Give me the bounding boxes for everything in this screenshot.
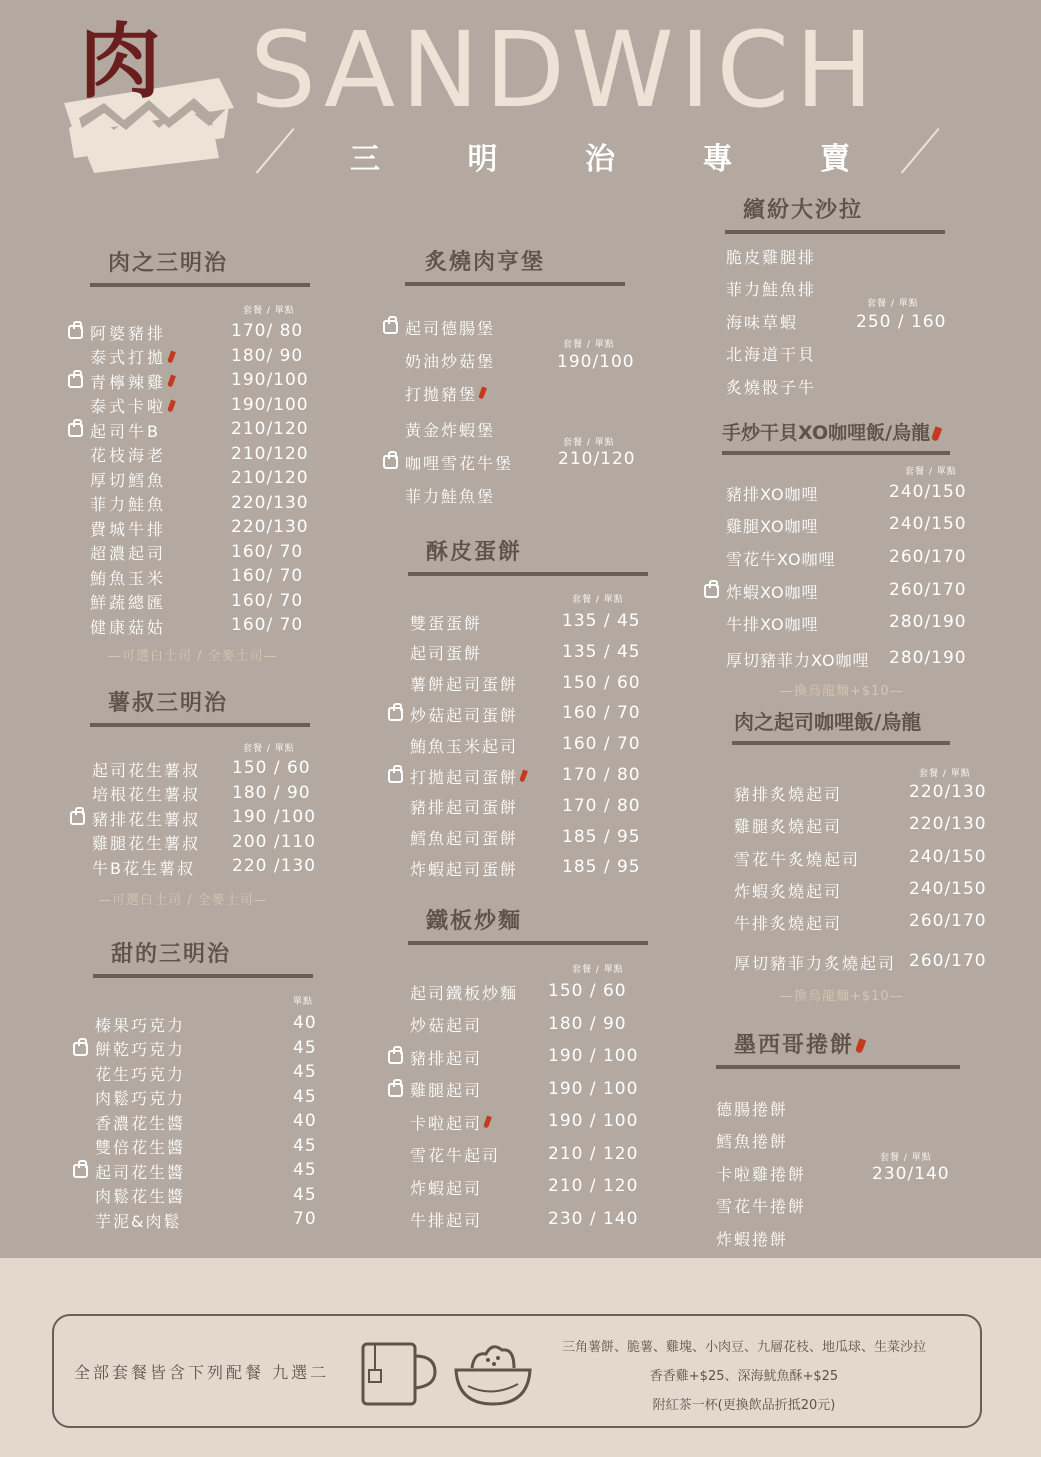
chili-icon xyxy=(519,770,528,783)
item-price: 210/120 xyxy=(231,468,309,488)
item-price: 40 xyxy=(293,1013,317,1033)
column-header: 套餐 / 單點 xyxy=(563,438,615,448)
item-name: 炸蝦起司 xyxy=(410,1178,483,1198)
item-name: 牛B花生薯叔 xyxy=(92,858,195,878)
hashbrown-sandwich-section xyxy=(90,686,310,727)
menu-item xyxy=(90,541,166,565)
burger-section xyxy=(405,245,625,286)
item-name: 泰式打拋 xyxy=(90,348,167,367)
menu-item xyxy=(405,417,495,441)
item-price: 160 / 70 xyxy=(562,703,641,724)
item-name: 牛排起司 xyxy=(410,1211,483,1230)
menu-item xyxy=(726,342,816,366)
item-name: 超濃起司 xyxy=(90,544,167,563)
menu-item xyxy=(410,702,518,726)
item-name: 脆皮雞腿排 xyxy=(726,247,817,267)
menu-item xyxy=(734,846,860,870)
item-name: 炸蝦起司蛋餅 xyxy=(410,859,519,879)
menu-item xyxy=(716,1161,806,1185)
item-price: 230 / 140 xyxy=(548,1208,639,1229)
item-price: 45 xyxy=(293,1184,317,1205)
item-name: 肉鬆花生醬 xyxy=(95,1187,186,1206)
item-name: 炒菇起司 xyxy=(410,1016,483,1035)
menu-item xyxy=(726,309,798,333)
item-price: 190/100 xyxy=(231,394,309,415)
menu-item xyxy=(95,1110,185,1134)
item-price: 190 / 100 xyxy=(548,1046,639,1066)
item-name: 打拋豬堡 xyxy=(405,384,478,404)
item-name: 德腸捲餅 xyxy=(716,1099,789,1119)
item-price: 220/130 xyxy=(231,492,309,513)
item-price: 160/ 70 xyxy=(231,590,304,611)
menu-item xyxy=(734,878,842,902)
item-name: 花枝海老 xyxy=(90,446,167,465)
menu-item xyxy=(90,345,174,369)
menu-item xyxy=(410,1208,482,1232)
item-name: 黃金炸蝦堡 xyxy=(405,420,496,440)
sweet-sandwich-section xyxy=(93,937,313,978)
thumbs-up-icon xyxy=(388,707,403,721)
item-price: 210 / 120 xyxy=(548,1143,639,1164)
burger-price-b: 210/120 xyxy=(558,449,636,469)
item-price: 260/170 xyxy=(909,951,987,971)
menu-item xyxy=(410,1175,482,1199)
item-price: 210/120 xyxy=(231,419,309,439)
menu-item xyxy=(726,277,816,301)
item-price: 210/120 xyxy=(231,443,309,464)
item-name: 奶油炒菇堡 xyxy=(405,351,496,371)
menu-item xyxy=(95,1086,185,1110)
menu-item xyxy=(95,1135,185,1159)
item-name: 起司鐵板炒麵 xyxy=(410,983,519,1003)
burrito-price: 230/140 xyxy=(872,1164,950,1184)
menu-item xyxy=(726,244,816,268)
item-price: 150 / 60 xyxy=(232,758,311,778)
section-title: 肉之三明治 xyxy=(90,246,310,287)
item-price: 160/ 70 xyxy=(231,615,304,635)
menu-item xyxy=(726,546,836,570)
item-price: 220/130 xyxy=(909,782,987,802)
item-price: 135 / 45 xyxy=(562,641,641,662)
item-name: 雞腿花生薯叔 xyxy=(92,834,201,854)
item-price: 220/130 xyxy=(909,814,987,834)
item-price: 240/150 xyxy=(889,482,967,502)
item-name: 雙蛋蛋餅 xyxy=(410,613,483,633)
menu-item xyxy=(726,611,819,635)
item-name: 鮪魚玉米起司 xyxy=(410,736,519,756)
menu-item xyxy=(92,831,200,855)
section-title: 薯叔三明治 xyxy=(90,686,310,727)
menu-item xyxy=(90,418,161,442)
menu-item xyxy=(95,1012,185,1036)
menu-item xyxy=(716,1129,788,1153)
item-name: 厚切豬菲力XO咖哩 xyxy=(726,650,870,670)
menu-item xyxy=(95,1208,181,1232)
section-title: 墨西哥捲餅 xyxy=(716,1028,960,1069)
chili-icon xyxy=(167,350,176,363)
item-name: 炒菇起司蛋餅 xyxy=(410,705,519,725)
column-header: 套餐 / 單點 xyxy=(243,306,295,316)
item-price: 45 xyxy=(293,1160,317,1180)
section-title: 酥皮蛋餅 xyxy=(408,535,648,576)
item-name: 雪花牛起司 xyxy=(410,1146,501,1165)
menu-item xyxy=(734,813,842,837)
item-name: 起司德腸堡 xyxy=(405,318,496,338)
menu-item xyxy=(410,610,482,634)
item-name: 健康菇姑 xyxy=(90,617,167,637)
item-name: 起司花生薯叔 xyxy=(92,760,201,780)
menu-item xyxy=(716,1226,788,1250)
item-name: 費城牛排 xyxy=(90,519,167,539)
section-title: 炙燒肉亨堡 xyxy=(405,245,625,286)
item-name: 炸蝦XO咖哩 xyxy=(726,582,819,602)
thumbs-up-icon xyxy=(388,1050,403,1064)
menu-item xyxy=(734,950,896,974)
menu-item xyxy=(92,757,200,781)
chili-icon xyxy=(167,399,176,412)
item-price: 210 / 120 xyxy=(548,1176,639,1196)
item-name: 起司花生醬 xyxy=(95,1162,186,1182)
menu-item xyxy=(405,450,513,474)
menu-item xyxy=(410,856,518,880)
menu-item xyxy=(716,1194,806,1218)
item-name: 肉鬆巧克力 xyxy=(95,1089,186,1108)
menu-item xyxy=(410,1013,482,1037)
burger-price-a: 190/100 xyxy=(557,352,635,372)
menu-item xyxy=(726,579,819,603)
menu-item xyxy=(410,826,518,850)
thumbs-up-icon xyxy=(383,320,398,334)
item-name: 阿婆豬排 xyxy=(90,323,167,343)
thumbs-up-icon xyxy=(70,811,85,825)
header xyxy=(0,0,1041,190)
subtitle-row xyxy=(255,128,945,178)
item-price: 135 / 45 xyxy=(562,611,641,631)
item-name: 雪花牛捲餅 xyxy=(716,1197,807,1216)
menu-item xyxy=(95,1037,185,1061)
column-header: 套餐 / 單點 xyxy=(905,467,957,477)
item-price: 180 / 90 xyxy=(232,782,311,803)
item-price: 260/170 xyxy=(889,580,967,600)
salad-section xyxy=(725,193,945,234)
item-name: 薯餅起司蛋餅 xyxy=(410,675,519,695)
menu-item xyxy=(405,315,495,339)
menu-item xyxy=(405,381,485,405)
left-slash xyxy=(256,128,295,174)
menu-item xyxy=(95,1061,185,1085)
column-header: 套餐 / 單點 xyxy=(880,1153,932,1163)
thumbs-up-icon xyxy=(68,423,83,437)
item-name: 雪花牛XO咖哩 xyxy=(726,549,836,569)
item-price: 280/190 xyxy=(889,648,967,668)
menu-item xyxy=(410,641,482,665)
column-header: 單點 xyxy=(293,997,314,1007)
thumbs-up-icon xyxy=(73,1042,88,1056)
subtitle-char: 賣 xyxy=(820,142,850,177)
item-name: 雪花牛炙燒起司 xyxy=(734,849,861,869)
menu-item xyxy=(726,513,819,537)
item-price: 240/150 xyxy=(889,514,967,534)
subtitle-char: 三 xyxy=(350,142,380,177)
item-name: 雙倍花生醬 xyxy=(95,1138,186,1157)
tea-cup-icon xyxy=(359,1336,439,1408)
menu-item xyxy=(410,1045,482,1069)
item-price: 160/ 70 xyxy=(231,541,304,562)
item-price: 190 /100 xyxy=(232,807,317,828)
menu-item xyxy=(90,590,166,614)
thumbs-up-icon xyxy=(73,1164,88,1178)
menu-item xyxy=(92,806,200,830)
right-slash xyxy=(901,128,940,174)
item-price: 70 xyxy=(293,1209,317,1229)
section-title: 繽紛大沙拉 xyxy=(725,193,945,234)
item-name: 鮮蔬總匯 xyxy=(90,593,167,612)
thumbs-up-icon xyxy=(68,325,83,339)
menu-item xyxy=(92,855,195,879)
menu-item xyxy=(410,795,518,819)
menu-item xyxy=(726,647,870,671)
item-name: 海味草蝦 xyxy=(726,312,799,332)
salad-price: 250 / 160 xyxy=(856,312,947,332)
cheese-curry-section xyxy=(732,706,950,745)
menu-item xyxy=(410,1143,500,1167)
item-name: 厚切豬菲力炙燒起司 xyxy=(734,953,897,973)
menu-item xyxy=(95,1159,185,1183)
brand-title: SANDWICH xyxy=(250,9,880,131)
subtitle-char: 明 xyxy=(467,142,498,177)
item-price: 45 xyxy=(293,1086,317,1107)
menu-item xyxy=(405,483,495,507)
section-title: 肉之起司咖哩飯/烏龍 xyxy=(732,706,950,745)
item-name: 培根花生薯叔 xyxy=(92,785,201,805)
side-dish-lead: 全部套餐皆含下列配餐 九選二 xyxy=(74,1363,330,1382)
item-price: 185 / 95 xyxy=(562,857,641,878)
chili-icon xyxy=(478,387,487,400)
item-name: 餅乾巧克力 xyxy=(95,1040,186,1059)
menu-item xyxy=(90,516,166,540)
menu-item xyxy=(95,1184,185,1208)
menu-item xyxy=(726,374,816,398)
side-dish-extras: 香香雞+$25、深海魷魚酥+$25 xyxy=(649,1369,839,1384)
item-price: 185 / 95 xyxy=(562,826,641,847)
item-price: 45 xyxy=(293,1037,317,1058)
menu-item xyxy=(726,481,819,505)
menu-item xyxy=(410,764,526,788)
item-name: 雞腿起司 xyxy=(410,1081,483,1100)
item-price: 45 xyxy=(293,1135,317,1156)
item-price: 160 / 70 xyxy=(562,734,641,755)
chili-icon xyxy=(855,1038,866,1054)
item-name: 菲力鮭魚 xyxy=(90,495,167,514)
noodle-section xyxy=(408,904,648,945)
item-name: 菲力鮭魚堡 xyxy=(405,486,496,506)
subtitle-char: 治 xyxy=(585,142,615,177)
item-name: 打拋起司蛋餅 xyxy=(410,767,519,787)
chili-icon xyxy=(931,426,942,442)
item-name: 卡啦雞捲餅 xyxy=(716,1164,807,1184)
item-price: 190 / 100 xyxy=(548,1078,639,1099)
section-title: 甜的三明治 xyxy=(93,937,313,978)
item-name: 芋泥&肉鬆 xyxy=(95,1211,182,1231)
thumbs-up-icon xyxy=(388,769,403,783)
item-price: 240/150 xyxy=(909,847,987,867)
item-price: 170 / 80 xyxy=(562,765,641,785)
item-price: 170/ 80 xyxy=(231,321,304,341)
thumbs-up-icon xyxy=(388,1083,403,1097)
item-name: 雞腿XO咖哩 xyxy=(726,516,819,536)
item-price: 280/190 xyxy=(889,612,967,632)
meat-sandwich-section xyxy=(90,246,310,287)
side-dish-box xyxy=(52,1314,982,1428)
menu-item xyxy=(92,782,200,806)
udon-note: —換烏龍麵+$10— xyxy=(780,684,904,699)
item-price: 190/100 xyxy=(231,370,309,390)
item-name: 豬排花生薯叔 xyxy=(92,809,201,829)
item-price: 260/170 xyxy=(909,911,987,931)
drink-note: 附紅茶一杯(更換飲品折抵20元) xyxy=(652,1398,836,1413)
xo-curry-section xyxy=(722,418,950,455)
footer xyxy=(0,1258,1041,1457)
item-name: 花生巧克力 xyxy=(95,1064,186,1084)
thumbs-up-icon xyxy=(383,455,398,469)
item-name: 牛排炙燒起司 xyxy=(734,913,843,933)
item-name: 起司蛋餅 xyxy=(410,644,483,664)
chili-icon xyxy=(483,1116,492,1129)
item-name: 榛果巧克力 xyxy=(95,1015,186,1035)
menu-item xyxy=(90,467,166,491)
column-header: 套餐 / 單點 xyxy=(563,340,615,350)
side-dish-options: 三角薯餅、脆薯、雞塊、小肉豆、九層花枝、地瓜球、生菜沙拉 xyxy=(561,1340,926,1355)
section-title: 手炒干貝XO咖哩飯/烏龍 xyxy=(722,418,950,455)
item-name: 豬排炙燒起司 xyxy=(734,784,843,804)
column-header: 套餐 / 單點 xyxy=(867,299,919,309)
menu-item xyxy=(410,980,518,1004)
item-name: 卡啦起司 xyxy=(410,1113,483,1133)
item-price: 150 / 60 xyxy=(562,672,641,693)
item-name: 厚切鱈魚 xyxy=(90,470,167,490)
menu-item xyxy=(405,348,495,372)
item-price: 220 /130 xyxy=(232,856,317,877)
item-name: 咖哩雪花牛堡 xyxy=(405,453,514,473)
sandwich-logo-icon xyxy=(44,8,239,178)
item-name: 豬排XO咖哩 xyxy=(726,484,819,504)
thumbs-up-icon xyxy=(68,374,83,388)
bread-note: —可選白土司 / 全麥土司— xyxy=(98,893,268,908)
item-price: 150 / 60 xyxy=(548,981,627,1001)
item-name: 鱈魚捲餅 xyxy=(716,1132,789,1151)
burrito-section xyxy=(716,1028,960,1069)
menu-item xyxy=(90,369,174,393)
item-name: 香濃花生醬 xyxy=(95,1113,186,1133)
menu-item xyxy=(716,1096,788,1120)
menu-item xyxy=(410,733,518,757)
menu-item xyxy=(410,1110,490,1134)
item-name: 起司牛B xyxy=(90,421,161,441)
item-price: 180/ 90 xyxy=(231,345,304,366)
item-name: 鮪魚玉米 xyxy=(90,568,167,588)
item-name: 泰式卡啦 xyxy=(90,397,167,416)
item-price: 240/150 xyxy=(909,879,987,899)
item-name: 菲力鮭魚排 xyxy=(726,280,817,299)
food-bowl-icon xyxy=(452,1338,534,1408)
menu-item xyxy=(734,781,842,805)
menu-item xyxy=(734,910,842,934)
menu-item xyxy=(90,492,166,516)
item-price: 160/ 70 xyxy=(231,566,304,586)
item-name: 豬排起司 xyxy=(410,1048,483,1068)
item-name: 炸蝦捲餅 xyxy=(716,1229,789,1249)
column-header: 套餐 / 單點 xyxy=(572,595,624,605)
menu-item xyxy=(90,320,166,344)
subtitle-char: 專 xyxy=(702,142,733,177)
column-header: 套餐 / 單點 xyxy=(243,744,295,754)
column-header: 套餐 / 單點 xyxy=(919,769,971,779)
menu-item xyxy=(410,1078,482,1102)
item-price: 180 / 90 xyxy=(548,1013,627,1034)
item-price: 260/170 xyxy=(889,547,967,567)
item-price: 200 /110 xyxy=(232,831,317,852)
menu-item xyxy=(90,443,166,467)
column-header: 套餐 / 單點 xyxy=(572,965,624,975)
chili-icon xyxy=(167,375,176,388)
subtitle xyxy=(350,134,850,178)
item-name: 青檸辣雞 xyxy=(90,372,167,392)
menu-item xyxy=(410,672,518,696)
thumbs-up-icon xyxy=(704,584,719,598)
item-name: 炸蝦炙燒起司 xyxy=(734,881,843,901)
menu-item xyxy=(90,614,166,638)
menu-item xyxy=(90,394,174,418)
menu-item xyxy=(90,565,166,589)
item-name: 豬排起司蛋餅 xyxy=(410,798,519,818)
item-price: 220/130 xyxy=(231,517,309,537)
item-name: 鱈魚起司蛋餅 xyxy=(410,829,519,849)
item-price: 190 / 100 xyxy=(548,1111,639,1131)
svg-text:肉: 肉 xyxy=(79,14,162,110)
item-name: 雞腿炙燒起司 xyxy=(734,816,843,836)
item-name: 炙燒骰子牛 xyxy=(726,377,817,397)
item-price: 170 / 80 xyxy=(562,795,641,816)
eggroll-section xyxy=(408,535,648,576)
item-price: 45 xyxy=(293,1062,317,1082)
item-price: 40 xyxy=(293,1111,317,1131)
item-name: 北海道干貝 xyxy=(726,345,817,364)
udon-note: —換烏龍麵+$10— xyxy=(780,989,904,1004)
item-name: 牛排XO咖哩 xyxy=(726,614,819,634)
section-title: 鐵板炒麵 xyxy=(408,904,648,945)
bread-note: —可選白土司 / 全麥土司— xyxy=(108,649,278,664)
